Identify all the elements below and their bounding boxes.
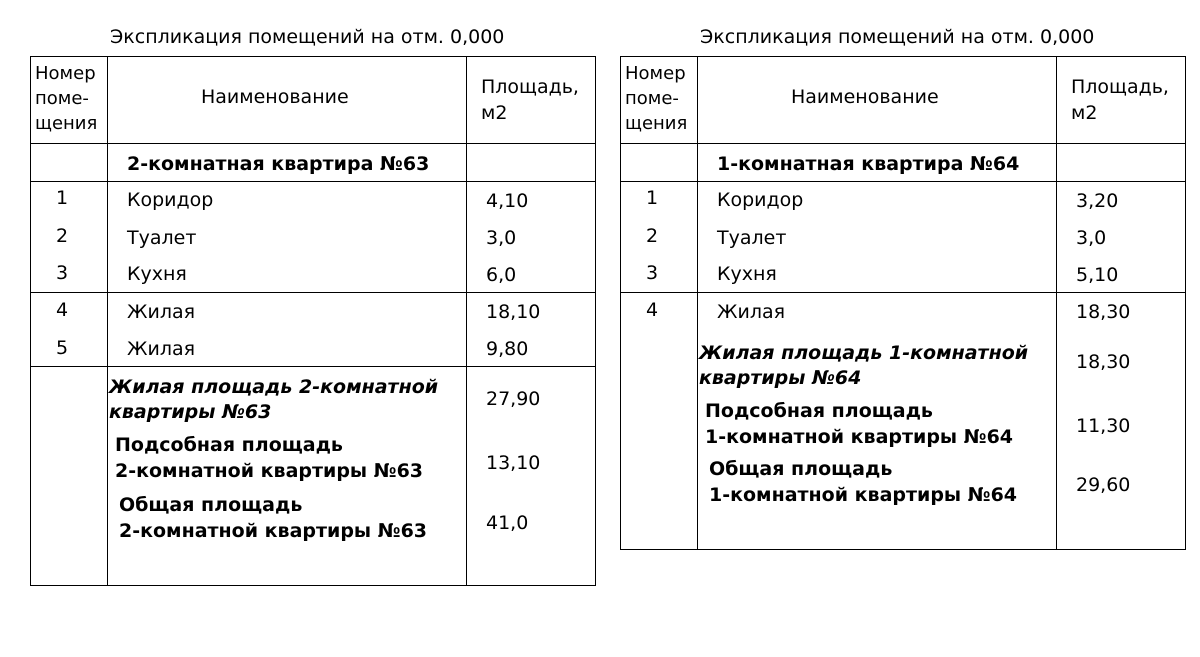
row-divider	[31, 366, 595, 367]
room-area: 6,0	[486, 264, 517, 286]
header-area-line1: Площадь,	[1071, 76, 1169, 98]
room-area: 4,10	[486, 190, 529, 212]
header-name: Наименование	[201, 86, 349, 108]
room-area: 5,10	[1076, 264, 1119, 286]
row-divider	[621, 181, 1185, 182]
summary-utility-line2: 2-комнатной квартиры №63	[115, 460, 424, 482]
explication-table-64	[620, 56, 1186, 550]
header-name: Наименование	[791, 86, 939, 108]
summary-living-line1: Жилая площадь 2-комнатной	[109, 376, 439, 398]
summary-total-line2: 2-комнатной квартиры №63	[119, 520, 428, 542]
room-name: Туалет	[717, 227, 787, 249]
header-number-line1: Номер	[35, 63, 96, 84]
room-name: Коридор	[127, 189, 214, 211]
summary-utility-area: 11,30	[1076, 415, 1131, 437]
room-number: 1	[56, 187, 69, 209]
room-number: 5	[56, 337, 69, 359]
room-area: 3,0	[1076, 227, 1107, 249]
summary-living-line1: Жилая площадь 1-комнатной	[699, 342, 1029, 364]
summary-living-line2: квартиры №63	[109, 401, 272, 423]
header-number-line1: Номер	[625, 63, 686, 84]
table-2-title: Экспликация помещений на отм. 0,000	[700, 26, 1095, 48]
header-area-line2: м2	[1071, 102, 1098, 124]
room-name: Коридор	[717, 189, 804, 211]
summary-utility-line2: 1-комнатной квартиры №64	[705, 426, 1014, 448]
summary-living-area: 18,30	[1076, 351, 1131, 373]
room-name: Кухня	[717, 263, 777, 285]
room-number: 3	[56, 262, 69, 284]
room-number: 2	[646, 225, 659, 247]
room-area: 18,10	[486, 301, 541, 323]
summary-utility-line1: Подсобная площадь	[705, 400, 933, 422]
summary-living-area: 27,90	[486, 388, 541, 410]
row-divider	[621, 292, 1185, 293]
summary-total-line2: 1-комнатной квартиры №64	[709, 484, 1018, 506]
header-number-line3: щения	[625, 113, 688, 134]
summary-utility-line1: Подсобная площадь	[115, 434, 343, 456]
column-divider	[466, 57, 467, 585]
room-number: 4	[646, 299, 659, 321]
row-divider	[31, 292, 595, 293]
column-divider	[1056, 57, 1057, 549]
summary-utility-area: 13,10	[486, 452, 541, 474]
summary-total-line1: Общая площадь	[709, 458, 893, 480]
summary-total-area: 41,0	[486, 512, 529, 534]
room-number: 3	[646, 262, 659, 284]
room-number: 2	[56, 225, 69, 247]
header-number-line3: щения	[35, 113, 98, 134]
room-area: 18,30	[1076, 301, 1131, 323]
header-number-line2: поме-	[35, 88, 89, 109]
explication-table-63	[30, 56, 596, 586]
room-area: 9,80	[486, 338, 529, 360]
room-number: 1	[646, 187, 659, 209]
room-area: 3,0	[486, 227, 517, 249]
summary-total-line1: Общая площадь	[119, 494, 303, 516]
room-name: Жилая	[717, 301, 786, 323]
room-name: Кухня	[127, 263, 187, 285]
summary-living-line2: квартиры №64	[699, 367, 862, 389]
room-name: Жилая	[127, 301, 196, 323]
column-divider	[697, 57, 698, 549]
header-area-line1: Площадь,	[481, 76, 579, 98]
room-name: Туалет	[127, 227, 197, 249]
room-area: 3,20	[1076, 190, 1119, 212]
row-divider	[31, 181, 595, 182]
summary-total-area: 29,60	[1076, 474, 1131, 496]
room-number: 4	[56, 299, 69, 321]
header-area-line2: м2	[481, 102, 508, 124]
column-divider	[107, 57, 108, 585]
apartment-title: 1-комнатная квартира №64	[717, 153, 1020, 175]
apartment-title: 2-комнатная квартира №63	[127, 153, 430, 175]
header-number-line2: поме-	[625, 88, 679, 109]
table-1-title: Экспликация помещений на отм. 0,000	[110, 26, 505, 48]
row-divider	[31, 143, 595, 144]
room-name: Жилая	[127, 338, 196, 360]
row-divider	[621, 143, 1185, 144]
